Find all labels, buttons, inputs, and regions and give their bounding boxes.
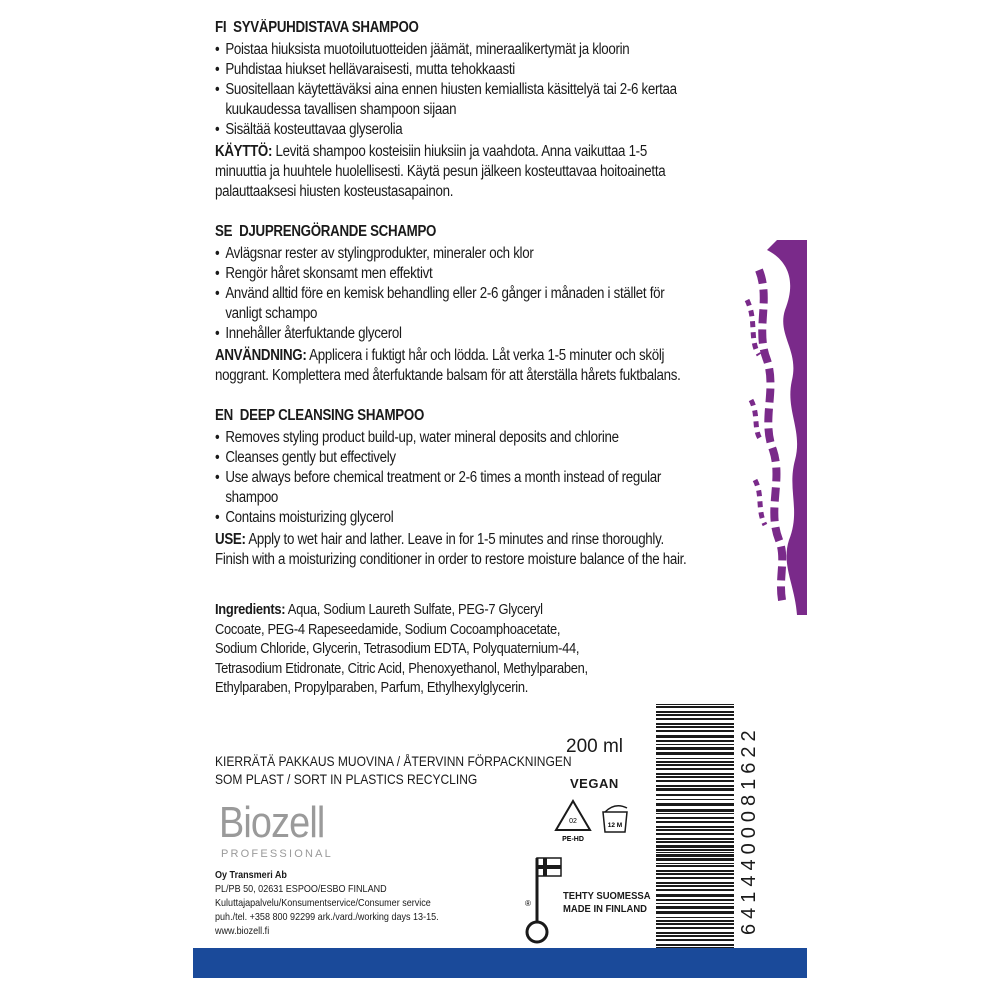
barcode-number: 6414400081622 <box>738 725 760 935</box>
barcode-bars <box>656 700 736 960</box>
barcode-bar <box>656 829 734 831</box>
usage-label-fi: KÄYTTÖ: <box>215 143 273 160</box>
barcode-bar <box>656 849 734 851</box>
barcode-bar <box>656 794 734 796</box>
barcode-bar <box>656 821 734 823</box>
vegan-label: VEGAN <box>570 776 619 791</box>
section-fi-title <box>215 18 697 38</box>
barcode-bar <box>656 838 734 840</box>
jar-pao-icon <box>603 806 627 832</box>
usage-en <box>215 530 697 570</box>
ingredients <box>215 600 593 698</box>
bullets-en <box>215 428 697 528</box>
barcode-bar <box>656 870 734 872</box>
barcode-bar <box>656 711 734 713</box>
usage-text-en: Apply to wet hair and lather. Leave in for 1-5 minutes and rinse thoroughly. Finish with a moisturizing conditioner in order to restore moisture balance of the hair. <box>215 531 687 568</box>
usage-text-se: Applicera i fuktigt hår och lödda. Låt verka 1-5 minuter och skölj noggrant. Komplettera med återfuktande balsam för att återställa hårets fuktbalans. <box>215 347 681 384</box>
barcode-bar <box>656 803 734 806</box>
list-item: • Contains moisturizing glycerol <box>215 508 697 528</box>
section-en <box>215 406 697 570</box>
barcode-bar <box>656 773 734 775</box>
list-item: • Removes styling product build-up, water mineral deposits and chlorine <box>215 428 697 448</box>
barcode-bar <box>656 894 734 897</box>
company-info <box>215 868 525 938</box>
barcode-bar <box>656 854 734 857</box>
barcode-bar <box>656 817 734 819</box>
section-en-title <box>215 406 697 426</box>
barcode-bar <box>656 911 734 914</box>
bullets-se <box>215 244 697 344</box>
barcode-bar <box>656 740 734 742</box>
barcode-bar <box>656 826 734 828</box>
barcode-bar <box>656 714 734 716</box>
barcode-bar <box>656 833 734 835</box>
barcode-bar <box>656 858 734 861</box>
barcode-bar <box>656 923 734 925</box>
barcode-bar <box>656 873 734 875</box>
company-address: PL/PB 50, 02631 ESPOO/ESBO FINLAND <box>215 883 387 895</box>
key-flag-icon <box>523 856 563 951</box>
lang-code-en: EN <box>215 407 233 424</box>
label-text-column <box>215 18 697 713</box>
barcode-bar <box>656 768 734 770</box>
list-item: • Innehåller återfuktande glycerol <box>215 324 697 344</box>
barcode-bar <box>656 865 734 867</box>
list-item: • Använd alltid före en kemisk behandling eller 2-6 gånger i månaden i stället för vanligt schampo <box>215 284 697 324</box>
recycle-line-2: SOM PLAST / SORT IN PLASTICS RECYCLING <box>215 771 478 787</box>
ingredients-text: Aqua, Sodium Laureth Sulfate, PEG-7 Glyceryl Cocoate, PEG-4 Rapeseedamide, Sodium Cocoamphoacetate, Sodium Chloride, Glycerin, Tetrasodium EDTA, Polyquaternium-44, Tetrasodium Etidronate, Citric Acid, Phenoxyethanol, Methylparaben, Ethylparaben, Propylparaben, Parfum, Ethylhexylglycerin. <box>215 601 588 696</box>
barcode-bar <box>656 932 734 934</box>
barcode-bar <box>656 882 734 884</box>
barcode-bar <box>656 747 734 750</box>
recycle-material: PE-HD <box>562 836 584 843</box>
barcode-bar <box>656 752 734 755</box>
recycle-code: 02 <box>569 818 577 825</box>
barcode-bar <box>656 758 734 759</box>
usage-text-fi: Levitä shampoo kosteisiin hiuksiin ja vaahdota. Anna vaikuttaa 1-5 minuuttia ja huuhtele huolellisesti. Käytä pesun jälkeen kosteuttavaa hoitoainetta palauttaaksesi hiusten kosteustasapainon. <box>215 143 666 200</box>
barcode-bar <box>656 809 734 812</box>
barcode-bar <box>656 776 734 778</box>
company-service: Kuluttajapalvelu/Konsumentservice/Consumer service <box>215 897 431 909</box>
list-item: • Rengör håret skonsamt men effektivt <box>215 264 697 284</box>
barcode-bar <box>656 852 734 853</box>
lang-code-fi: FI <box>215 19 227 36</box>
barcode-bar <box>656 785 734 787</box>
barcode <box>656 700 746 960</box>
made-in-line-1: TEHTY SUOMESSA <box>563 890 651 902</box>
barcode-bar <box>656 877 734 879</box>
section-se-title <box>215 222 697 242</box>
section-fi <box>215 18 697 202</box>
ingredients-label: Ingredients: <box>215 601 286 618</box>
packaging-symbols <box>553 798 643 849</box>
barcode-bar <box>656 813 734 814</box>
list-item: • Suositellaan käytettäväksi aina ennen hiusten kemiallista käsittelyä tai 2-6 kertaa kuukaudessa tavallisen shampoon sijaan <box>215 80 697 120</box>
lang-code-se: SE <box>215 223 233 240</box>
product-label <box>193 0 807 1000</box>
made-in-line-2: MADE IN FINLAND <box>563 903 647 915</box>
usage-label-se: ANVÄNDNING: <box>215 347 307 364</box>
usage-fi <box>215 142 697 202</box>
made-in-finland <box>563 890 651 916</box>
title-se: DJUPRENGÖRANDE SCHAMPO <box>239 223 437 240</box>
barcode-bar <box>656 927 734 929</box>
barcode-bar <box>656 889 734 891</box>
bullets-fi <box>215 40 697 140</box>
barcode-bar <box>656 920 734 922</box>
brand-logo: Biozell <box>219 798 325 847</box>
barcode-bar <box>656 939 734 941</box>
barcode-bar <box>656 744 734 745</box>
barcode-bar <box>656 706 734 708</box>
svg-text:®: ® <box>525 899 531 908</box>
recycle-pao-icons <box>553 798 643 844</box>
list-item: • Avlägsnar rester av stylingprodukter, mineraler och klor <box>215 244 697 264</box>
usage-label-en: USE: <box>215 531 246 548</box>
footer-band <box>193 948 807 978</box>
brand-sub-logo: PROFESSIONAL <box>221 848 333 860</box>
recycle-line-1: KIERRÄTÄ PAKKAUS MUOVINA / ÅTERVINN FÖRPACKNINGEN <box>215 753 572 769</box>
barcode-bar <box>656 799 734 800</box>
barcode-bar <box>656 788 734 791</box>
barcode-bar <box>656 730 734 732</box>
section-se <box>215 222 697 386</box>
list-item: • Puhdistaa hiukset hellävaraisesti, mutta tehokkaasti <box>215 60 697 80</box>
barcode-bar <box>656 718 734 720</box>
purple-splash-decoration <box>737 240 807 625</box>
barcode-bar <box>656 780 734 782</box>
list-item: • Sisältää kosteuttavaa glyserolia <box>215 120 697 140</box>
barcode-bar <box>656 885 734 887</box>
barcode-bar <box>656 903 734 904</box>
barcode-bar <box>656 899 734 901</box>
barcode-bar <box>656 726 734 728</box>
barcode-bar <box>656 863 734 864</box>
barcode-bar <box>656 917 734 918</box>
company-phone: puh./tel. +358 800 92299 ark./vard./working days 13-15. <box>215 911 439 923</box>
barcode-bar <box>656 935 734 937</box>
recycle-triangle-icon <box>556 801 590 843</box>
list-item: • Use always before chemical treatment or 2-6 times a month instead of regular shampoo <box>215 468 697 508</box>
barcode-bar <box>656 704 734 705</box>
company-web: www.biozell.fi <box>215 925 270 937</box>
usage-se <box>215 346 697 386</box>
barcode-bar <box>656 841 734 843</box>
barcode-bar <box>656 735 734 738</box>
barcode-bar <box>656 845 734 848</box>
list-item: • Cleanses gently but effectively <box>215 448 697 468</box>
company-name: Oy Transmeri Ab <box>215 869 287 881</box>
volume-label: 200 ml <box>566 736 624 757</box>
barcode-bar <box>656 944 734 946</box>
barcode-bar <box>656 764 734 766</box>
barcode-bar <box>656 906 734 909</box>
title-fi: SYVÄPUHDISTAVA SHAMPOO <box>233 19 419 36</box>
recycle-note <box>215 752 576 788</box>
pao-label: 12 M <box>607 822 623 829</box>
title-en: DEEP CLEANSING SHAMPOO <box>239 407 425 424</box>
barcode-bar <box>656 761 734 763</box>
barcode-bar <box>656 723 734 725</box>
list-item: • Poistaa hiuksista muotoilutuotteiden jäämät, mineraalikertymät ja kloorin <box>215 40 697 60</box>
